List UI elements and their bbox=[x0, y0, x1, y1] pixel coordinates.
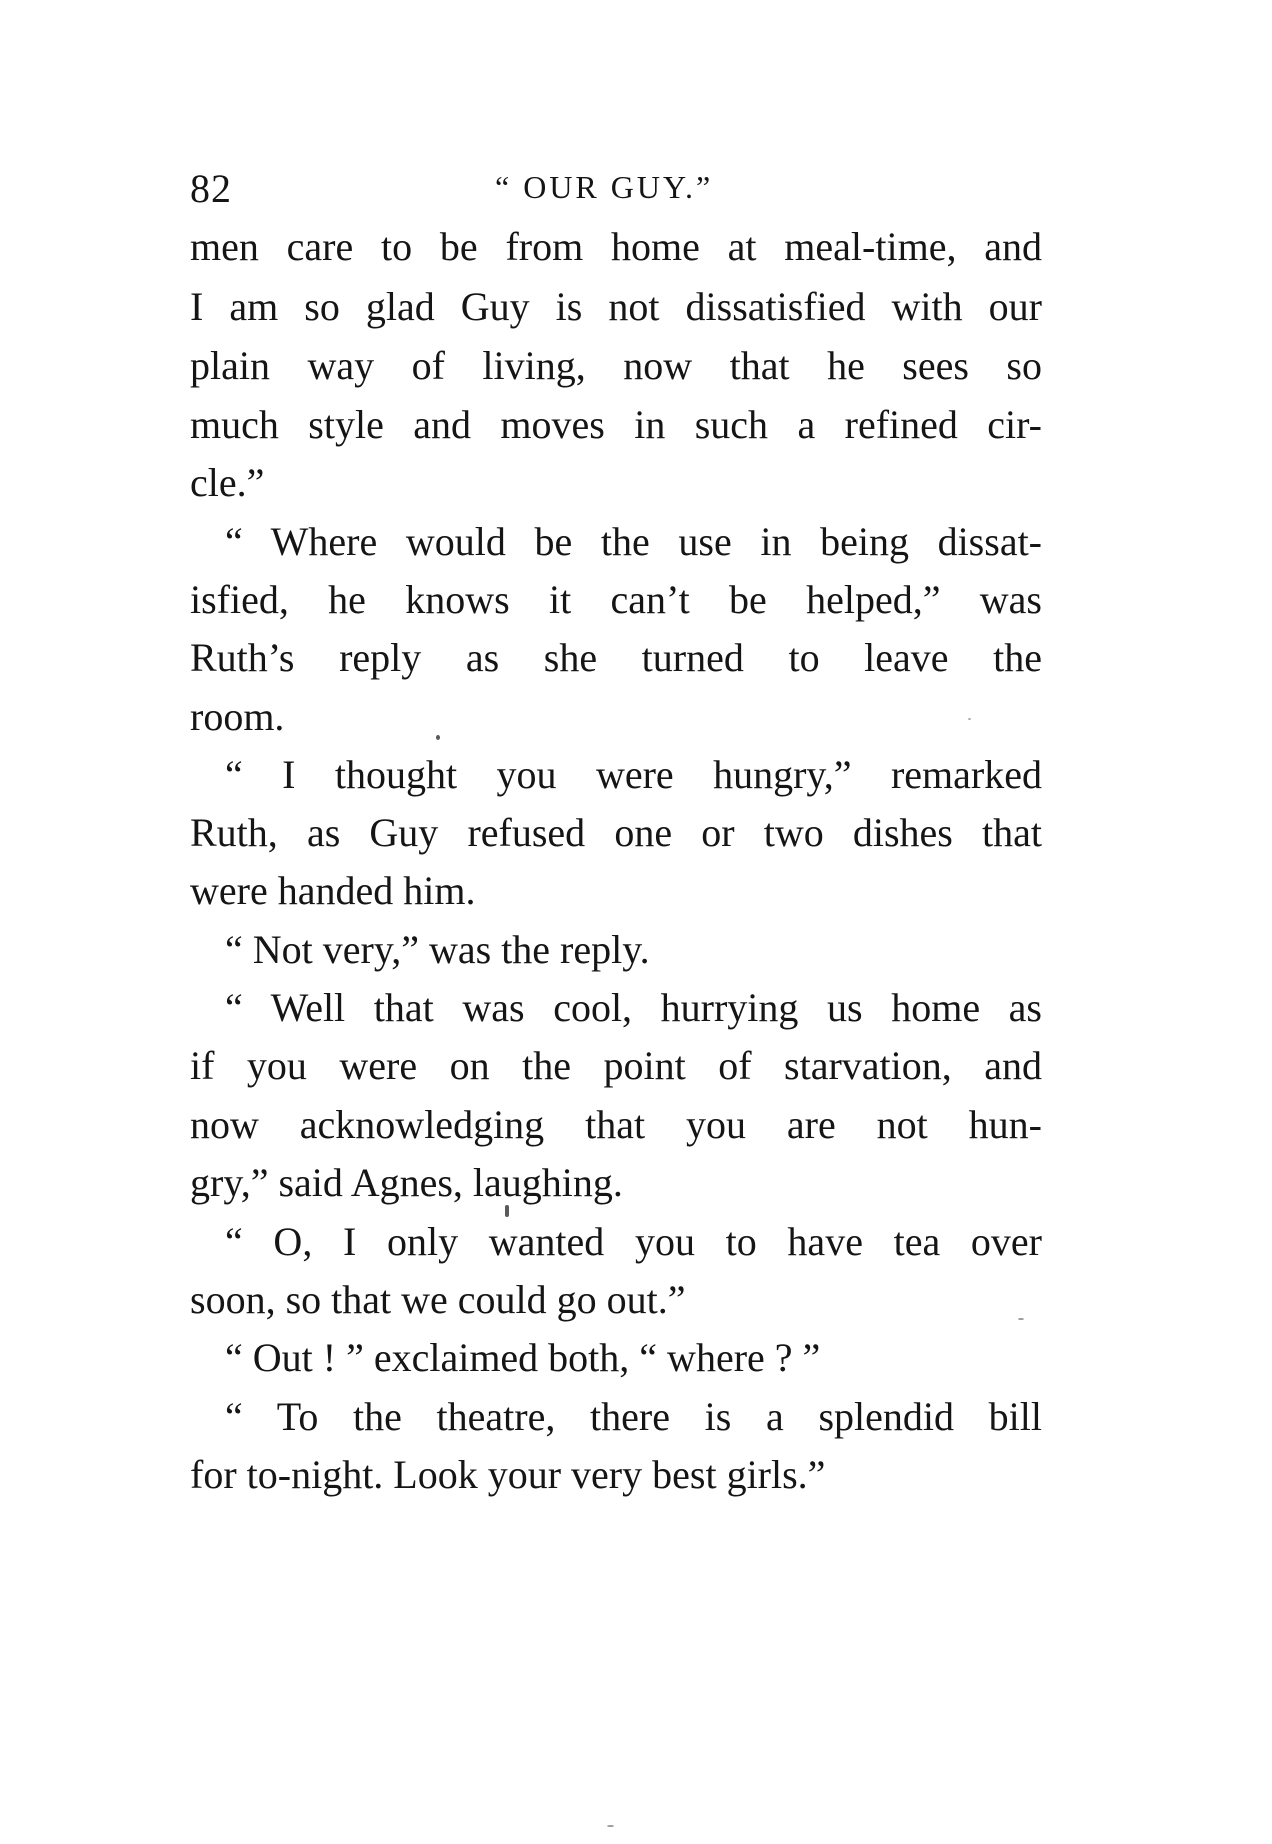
text-line: much style and moves in such a refined cir- bbox=[190, 402, 1042, 447]
print-speck bbox=[1018, 1318, 1024, 1320]
text-line: isfied, he knows it can’t be helped,” was bbox=[190, 577, 1042, 622]
text-line: “ Out ! ” exclaimed both, “ where ? ” bbox=[225, 1335, 821, 1380]
print-speck bbox=[505, 1205, 509, 1217]
text-line: men care to be from home at meal-time, and bbox=[190, 224, 1042, 269]
text-line: now acknowledging that you are not hun- bbox=[190, 1102, 1042, 1147]
text-line: “ Where would be the use in being dissat- bbox=[225, 519, 1042, 564]
print-speck bbox=[436, 735, 440, 740]
text-line: “ To the theatre, there is a splendid bill bbox=[225, 1394, 1042, 1439]
running-title: “ OUR GUY.” bbox=[495, 169, 714, 205]
page-header bbox=[190, 165, 1040, 225]
text-line: cle.” bbox=[190, 460, 265, 505]
print-speck bbox=[607, 1825, 614, 1827]
text-line: “ Well that was cool, hurrying us home as bbox=[225, 985, 1042, 1030]
text-line: “ Not very,” was the reply. bbox=[225, 927, 650, 972]
text-line: room. bbox=[190, 694, 285, 739]
print-speck bbox=[968, 718, 971, 720]
text-line: “ O, I only wanted you to have tea over bbox=[225, 1219, 1042, 1264]
text-line: if you were on the point of starvation, and bbox=[190, 1043, 1042, 1088]
text-line: I am so glad Guy is not dissatisfied with our bbox=[190, 284, 1042, 329]
text-line: gry,” said Agnes, laughing. bbox=[190, 1160, 623, 1205]
text-line: plain way of living, now that he sees so bbox=[190, 343, 1042, 388]
text-line: Ruth’s reply as she turned to leave the bbox=[190, 635, 1042, 680]
text-line: were handed him. bbox=[190, 868, 476, 913]
text-line: Ruth, as Guy refused one or two dishes that bbox=[190, 810, 1042, 855]
page-number: 82 bbox=[190, 166, 232, 211]
text-line: soon, so that we could go out.” bbox=[190, 1277, 686, 1322]
text-line: “ I thought you were hungry,” remarked bbox=[225, 752, 1042, 797]
text-line: for to-night. Look your very best girls.” bbox=[190, 1452, 826, 1497]
